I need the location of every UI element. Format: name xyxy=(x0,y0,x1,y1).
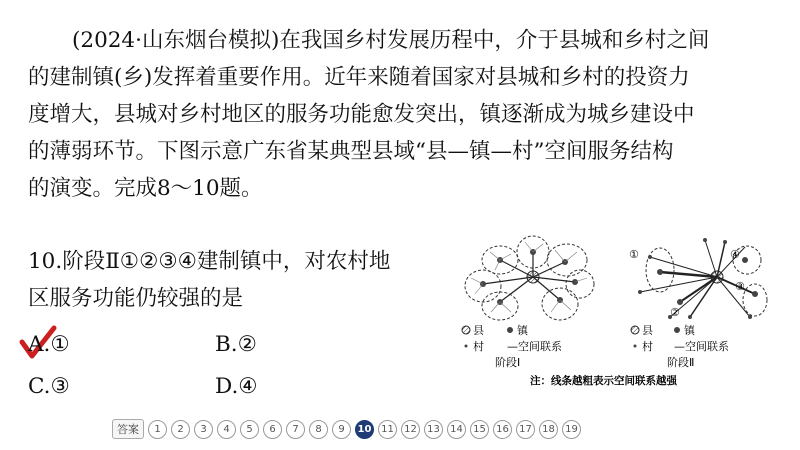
passage-line: 的薄弱环节。下图示意广东省某典型县域“县—镇—村”空间服务结构 xyxy=(28,139,674,164)
question-number[interactable]: 14 xyxy=(447,420,466,439)
question-line: 区服务功能仍较强的是 xyxy=(28,286,244,311)
question-number[interactable]: 19 xyxy=(562,420,581,439)
question-number[interactable]: 2 xyxy=(171,420,190,439)
structure-diagram xyxy=(455,222,785,392)
stage1-caption: 阶段Ⅰ xyxy=(495,356,521,369)
marker-1: ① xyxy=(629,248,639,261)
question-number[interactable]: 15 xyxy=(470,420,489,439)
marker-2: ② xyxy=(670,306,680,319)
question-number[interactable]: 11 xyxy=(378,420,397,439)
question-number[interactable]: 16 xyxy=(493,420,512,439)
question-number[interactable]: 4 xyxy=(217,420,236,439)
legend-village: 村 xyxy=(642,340,653,353)
legend-stage1 xyxy=(462,323,562,369)
question-number[interactable]: 17 xyxy=(516,420,535,439)
stage2-diagram xyxy=(629,238,767,319)
marker-4: ④ xyxy=(730,248,740,261)
answer-bar xyxy=(112,418,581,440)
question-stem xyxy=(28,243,390,317)
legend-village: 村 xyxy=(473,340,484,353)
stage1-diagram xyxy=(465,236,594,320)
question-number[interactable]: 7 xyxy=(286,420,305,439)
question-number[interactable]: 13 xyxy=(424,420,443,439)
option-d[interactable]: D.④ xyxy=(215,374,258,399)
stage2-caption: 阶段Ⅱ xyxy=(667,356,695,369)
passage-line: 的建制镇(乡)发挥着重要作用。近年来随着国家对县城和乡村的投资力 xyxy=(28,65,690,90)
legend-county: 县 xyxy=(473,324,484,337)
question-number[interactable]: 3 xyxy=(194,420,213,439)
legend-link: —空间联系 xyxy=(674,340,729,353)
option-c[interactable]: C.③ xyxy=(28,374,70,399)
option-a[interactable]: A.① xyxy=(28,332,70,357)
passage-line: 度增大，县城对乡村地区的服务功能愈发突出，镇逐渐成为城乡建设中 xyxy=(28,102,695,127)
option-b[interactable]: B.② xyxy=(215,332,257,357)
question-number[interactable]: 5 xyxy=(240,420,259,439)
question-line: 10.阶段Ⅱ①②③④建制镇中，对农村地 xyxy=(28,249,391,274)
figure-note: 注：线条越粗表示空间联系越强 xyxy=(530,375,677,387)
legend-stage2 xyxy=(631,323,729,369)
answer-button[interactable]: 答案 xyxy=(112,419,144,439)
passage-line: (2024·山东烟台模拟)在我国乡村发展历程中，介于县城和乡村之间 xyxy=(72,28,710,53)
question-number[interactable]: 12 xyxy=(401,420,420,439)
legend-county: 县 xyxy=(642,324,653,337)
passage xyxy=(28,22,776,207)
legend-link: —空间联系 xyxy=(507,340,562,353)
legend-town: 镇 xyxy=(517,324,528,337)
passage-line: 的演变。完成8～10题。 xyxy=(28,176,263,201)
question-number[interactable]: 1 xyxy=(148,420,167,439)
question-number-active[interactable]: 10 xyxy=(355,420,374,439)
question-number[interactable]: 18 xyxy=(539,420,558,439)
question-number[interactable]: 6 xyxy=(263,420,282,439)
marker-3: ③ xyxy=(735,280,745,293)
question-number[interactable]: 8 xyxy=(309,420,328,439)
question-number[interactable]: 9 xyxy=(332,420,351,439)
legend-town: 镇 xyxy=(684,324,695,337)
